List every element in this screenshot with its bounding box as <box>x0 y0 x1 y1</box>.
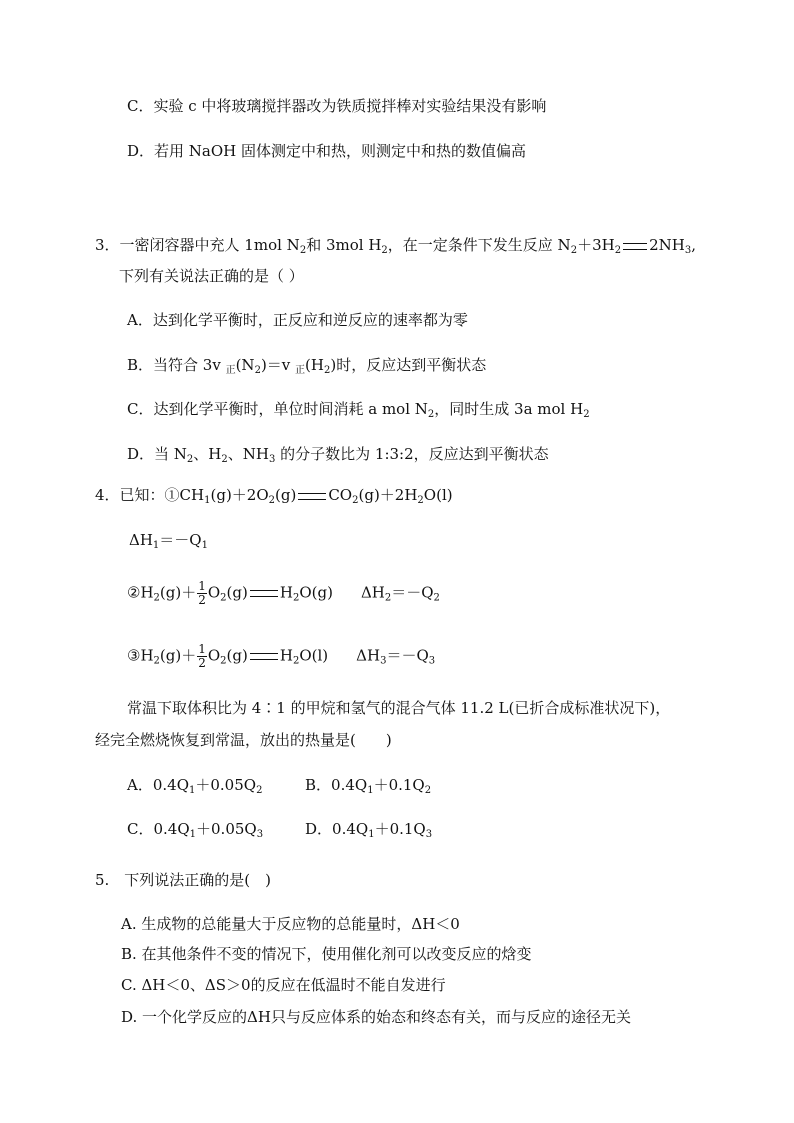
equals-sign-icon <box>298 493 326 500</box>
fraction-half: $\frac{1}{2}$ <box>198 642 206 670</box>
q3-option-c: C．达到化学平衡时，单位时间消耗 a mol $N_2$，同时生成 3a mol $H_2$ <box>127 400 590 420</box>
equals-sign-icon <box>623 243 647 250</box>
q3-option-a: A．达到化学平衡时，正反应和逆反应的速率都为零 <box>127 311 468 329</box>
q5-stem: 5. 下列说法正确的是( ) <box>95 871 272 889</box>
q5-option-a: A. 生成物的总能量大于反应物的总能量时，ΔH＜0 <box>121 915 460 933</box>
q4-option-d: D．$0.4Q_1+0.1Q_3$ <box>305 820 433 840</box>
q4-option-b: B．$0.4Q_1+0.1Q_2$ <box>305 776 432 796</box>
q4-options-row1 <box>127 775 687 795</box>
q3-stem-line2: 下列有关说法正确的是（ ） <box>119 267 304 285</box>
q4-options-row2 <box>127 819 687 839</box>
fraction-half: $\frac{1}{2}$ <box>198 579 206 607</box>
q4-delta-h1: $\Delta H_1=-Q_1$ <box>129 531 208 551</box>
q3-option-d: D．当 $N_2$、$H_2$、$NH_3$ 的分子数比为 1:3:2，反应达到平衡状态 <box>127 445 549 465</box>
q2-option-c: C．实验 c 中将玻璃搅拌器改为铁质搅拌棒对实验结果没有影响 <box>127 97 547 115</box>
q4-option-a: A．$0.4Q_1+0.05Q_2$ <box>127 776 263 796</box>
q5-option-c: C. ΔH＜0、ΔS＞0的反应在低温时不能自发进行 <box>121 976 446 994</box>
q4-paragraph-line2: 经完全燃烧恢复到常温，放出的热量是( ) <box>95 731 392 749</box>
q4-equation2: $②H_2(g)+$ $\frac{1}{2}$ $O_2(g)$ $H_2O(g)$ $\Delta H_2=-Q_2$ <box>127 579 440 607</box>
q5-option-b: B. 在其他条件不变的情况下，使用催化剂可以改变反应的焓变 <box>121 945 532 963</box>
q2-option-d: D．若用 NaOH 固体测定中和热，则测定中和热的数值偏高 <box>127 142 527 160</box>
q5-option-d: D. 一个化学反应的ΔH只与反应体系的始态和终态有关，而与反应的途径无关 <box>121 1008 631 1026</box>
q4-paragraph-line1: 常温下取体积比为 4∶1 的甲烷和氢气的混合气体 11.2 L(已折合成标准状况下)， <box>127 699 671 717</box>
q4-option-c: C．$0.4Q_1+0.05Q_3$ <box>127 820 264 840</box>
equals-sign-icon <box>250 653 278 660</box>
q4-equation3: $③H_2(g)+$ $\frac{1}{2}$ $O_2(g)$ $H_2O(l)$ $\Delta H_3=-Q_3$ <box>127 642 436 670</box>
q4-stem-equation1: 4．已知：$①CH_1(g)+2O_2(g)$ $CO_2(g)+2H_2O(l)$ <box>95 486 453 506</box>
q3-stem-line1: 3．一密闭容器中充人 1mol $N_2$和 3mol $H_2$，在一定条件下发生反应 $N_2+3H_2$ $2NH_3$, <box>95 236 696 256</box>
q3-option-b: B．当符合 3v $_正(N_2)=v$ $_正(H_2)$时，反应达到平衡状态 <box>127 356 487 376</box>
equals-sign-icon <box>250 590 278 597</box>
